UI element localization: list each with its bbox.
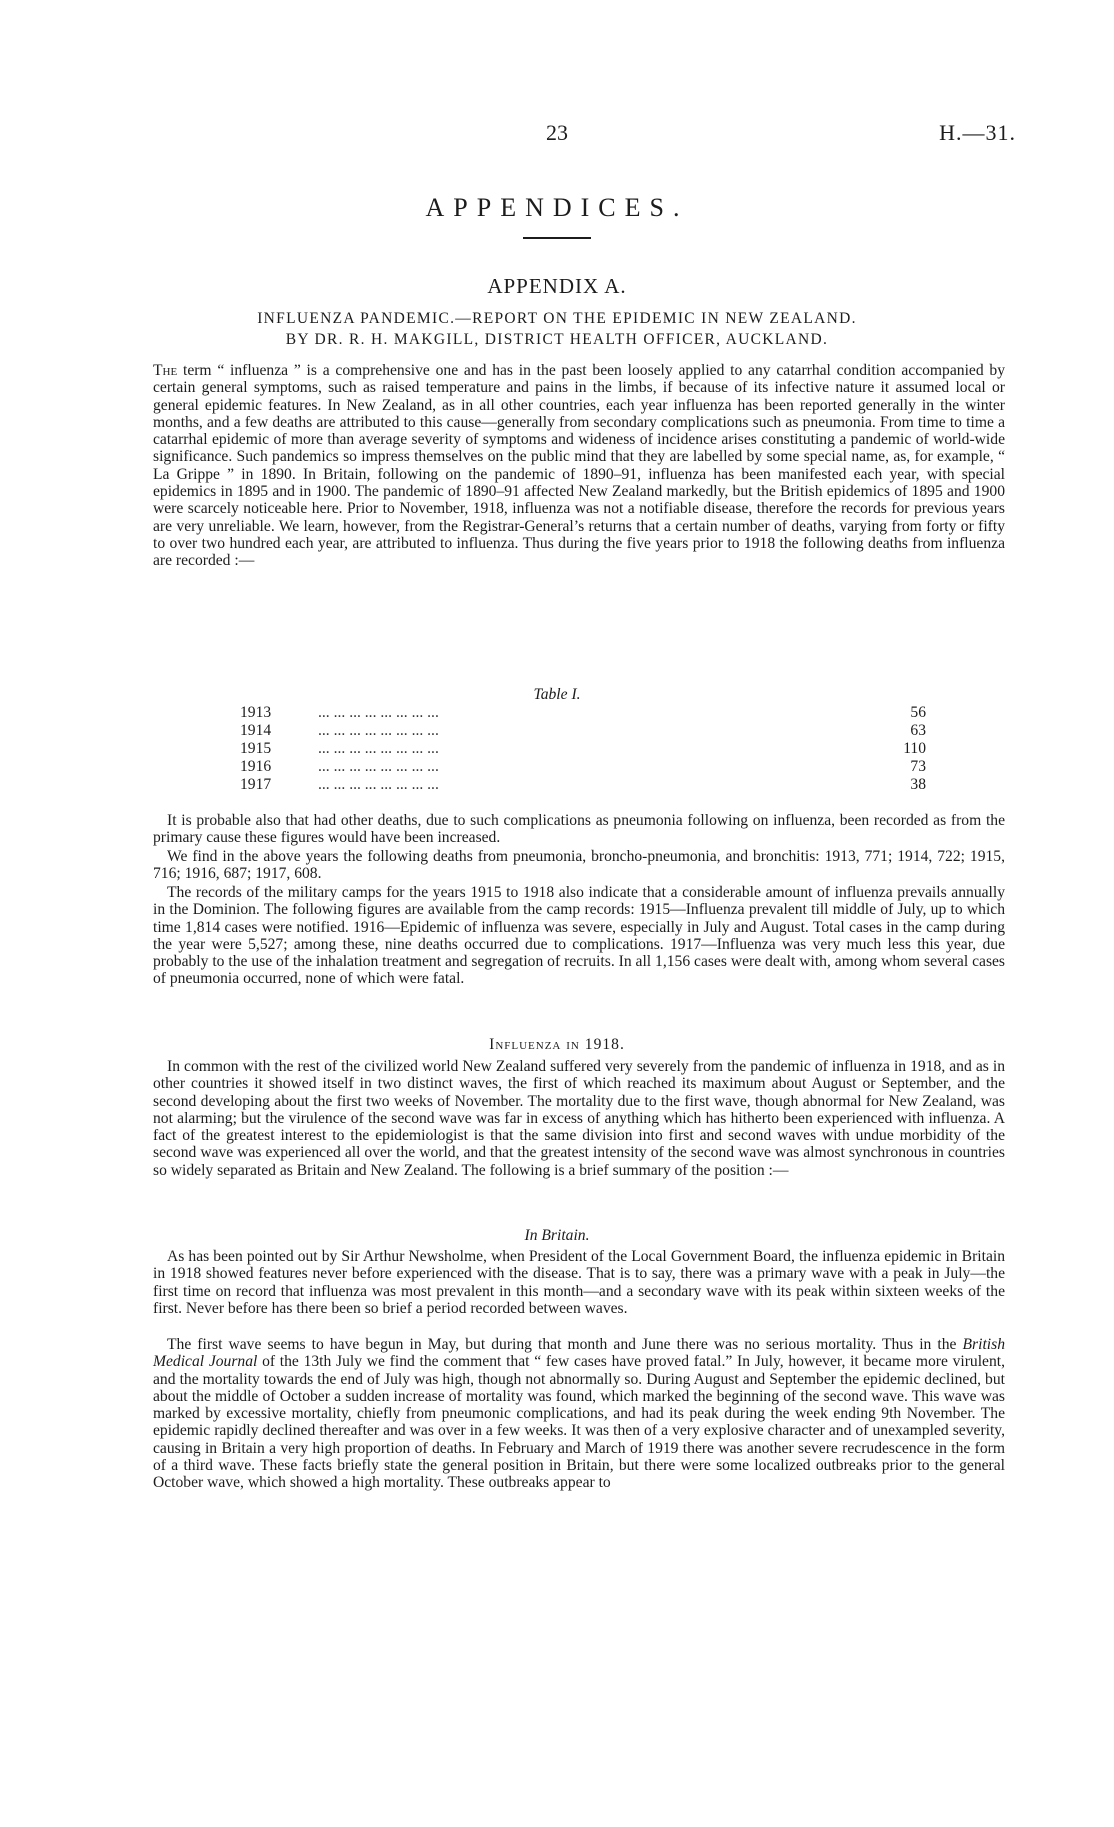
page-title: APPENDICES. [425, 193, 689, 222]
table-leader-dots: ... ... ... ... ... ... ... ... [318, 722, 439, 739]
table-row [240, 740, 926, 758]
deaths-table [240, 704, 926, 794]
table-year: 1913 [240, 704, 272, 721]
table-year: 1917 [240, 776, 272, 793]
paragraph-intro-text: term “ influenza ” is a comprehensive one and has in the past been loosely applied to any catarrhal condition accompanied by certain general symptoms, such as raised temperature and pains in the limbs, if because of its infective nature it assumed local or general epidemic features. In New Zealand, as in all other countries, each year influenza has been reported generally in the winter months, and a few deaths are attributed to this cause—generally from secondary complications such as pneumonia. From time to time a catarrhal epidemic of more than average severity of symptoms and wideness of incidence arises constituting a pandemic of world-wide significance. Such pandemics so impress themselves on the public mind that they are labelled by some special name, as, for example, “ La Grippe ” in 1890. In Britain, following on the pandemic of 1890–91, influenza has been manifested each year, with special epidemics in 1895 and in 1900. The pandemic of 1890–91 affected New Zealand markedly, but the British epidemics of 1895 and 1900 were scarcely noticeable here. Prior to November, 1918, influenza was not a notifiable disease, therefore the records for previous years are very unreliable. We learn, however, from the Registrar-General’s returns that a certain number of deaths, varying from forty or fifty to over two hundred each year, are attributed to influenza. Thus during the five years prior to 1918 the following deaths from influenza are recorded :— [153, 362, 1005, 570]
table-row [240, 722, 926, 740]
table-deaths: 63 [910, 722, 926, 739]
table-deaths: 56 [910, 704, 926, 721]
section-heading-1918: Influenza in 1918. [489, 1036, 625, 1053]
appendix-heading: APPENDIX A. [487, 274, 627, 298]
paragraph-britain-1: As has been pointed out by Sir Arthur Newsholme, when President of the Local Government Board, the influenza epidemic in Britain in 1918 showed features never before experienced with the disease. That is to say, there was a primary wave with a peak in July—the first time on record that influenza was most prevalent in this month—and a secondary wave with its peak within sixteen weeks of the first. Never before has there been so brief a period recorded between waves. [153, 1248, 1005, 1317]
table-deaths: 110 [903, 740, 926, 757]
table-leader-dots: ... ... ... ... ... ... ... ... [318, 704, 439, 721]
paragraph-pneumonia: We find in the above years the following deaths from pneumonia, broncho-pneumonia, and bronchitis: 1913, 771; 1914, 722; 1915, 716; 1916, 687; 1917, 608. [153, 848, 1005, 883]
journal-title: British Medical Journal [153, 1336, 1005, 1371]
table-year: 1915 [240, 740, 272, 757]
report-title: INFLUENZA PANDEMIC.—REPORT ON THE EPIDEMIC IN NEW ZEALAND. [257, 310, 857, 327]
paragraph-complications: It is probable also that had other deaths, due to such complications as pneumonia following on influenza, been recorded as from the primary cause these figures would have been increased. [153, 812, 1005, 847]
page-number: 23 [546, 120, 568, 145]
paragraph-military-camps: The records of the military camps for the years 1915 to 1918 also indicate that a considerable amount of influenza prevails annually in the Dominion. The following figures are available from the camp records: 1915—Influenza prevalent till middle of July, up to which time 1,814 cases were notified. 1916—Epidemic of influenza was severe, especially in July and August. Total cases in the camp during the year were 5,527; among these, nine deaths occurred due to complications. 1917—Influenza was very much less this year, due probably to the use of the inhalation treatment and segregation of recruits. In all 1,156 cases were dealt with, among whom several cases of pneumonia occurred, none of which were fatal. [153, 884, 1005, 988]
table-row [240, 776, 926, 794]
table-leader-dots: ... ... ... ... ... ... ... ... [318, 776, 439, 793]
paragraph-lead-word: The [153, 362, 178, 379]
table-deaths: 73 [910, 758, 926, 775]
table-title: Table I. [533, 686, 581, 703]
paragraph-text: of the 13th July we find the comment that “ few cases have proved fatal.” In July, however, it became more virulent, and the mortality towards the end of July was high, though not abnormally so. During August and September the epidemic declined, but about the middle of October a sudden increase of mortality was found, which marked the beginning of the second wave. This wave was marked by excessive mortality, chiefly from pneumonic complications, and had its peak during the week ending 9th November. The epidemic rapidly declined thereafter and was over in a few weeks. It was then of a very explosive character and of unexampled severity, causing in Britain a very high proportion of deaths. In February and March of 1919 there was another severe recrudescence in the form of a third wave. These facts briefly state the general position in Britain, but there were some localized outbreaks prior to the general October wave, which showed a high mortality. These outbreaks appear to [153, 1353, 1006, 1492]
table-leader-dots: ... ... ... ... ... ... ... ... [318, 758, 439, 775]
paragraph-text: The first wave seems to have begun in May, but during that month and June there was no serious mortality. Thus in the [167, 1336, 963, 1353]
report-author: BY DR. R. H. MAKGILL, DISTRICT HEALTH OFFICER, AUCKLAND. [285, 331, 829, 348]
table-year: 1914 [240, 722, 272, 739]
document-reference: H.—31. [939, 120, 1016, 145]
table-leader-dots: ... ... ... ... ... ... ... ... [318, 740, 439, 757]
title-divider [523, 237, 591, 239]
paragraph-britain-2 [153, 1336, 1005, 1492]
section-heading-britain: In Britain. [524, 1227, 590, 1244]
paragraph-1918: In common with the rest of the civilized world New Zealand suffered very severely from the pandemic of influenza in 1918, and as in other countries it showed itself in two distinct waves, the first of which reached its maximum about August or September, and the second developing about the first two weeks of November. The mortality due to the first wave, though abnormal for New Zealand, was not alarming; but the virulence of the second wave was far in excess of anything which has hitherto been experienced with influenza. A fact of the greatest interest to the epidemiologist is that the same division into first and second waves with undue morbidity of the second wave was experienced all over the world, and that the greatest intensity of the second wave was almost synchronous in countries so widely separated as Britain and New Zealand. The following is a brief summary of the position :— [153, 1058, 1005, 1179]
table-row [240, 704, 926, 722]
table-row [240, 758, 926, 776]
paragraph-intro [153, 362, 1005, 570]
table-deaths: 38 [910, 776, 926, 793]
table-year: 1916 [240, 758, 272, 775]
